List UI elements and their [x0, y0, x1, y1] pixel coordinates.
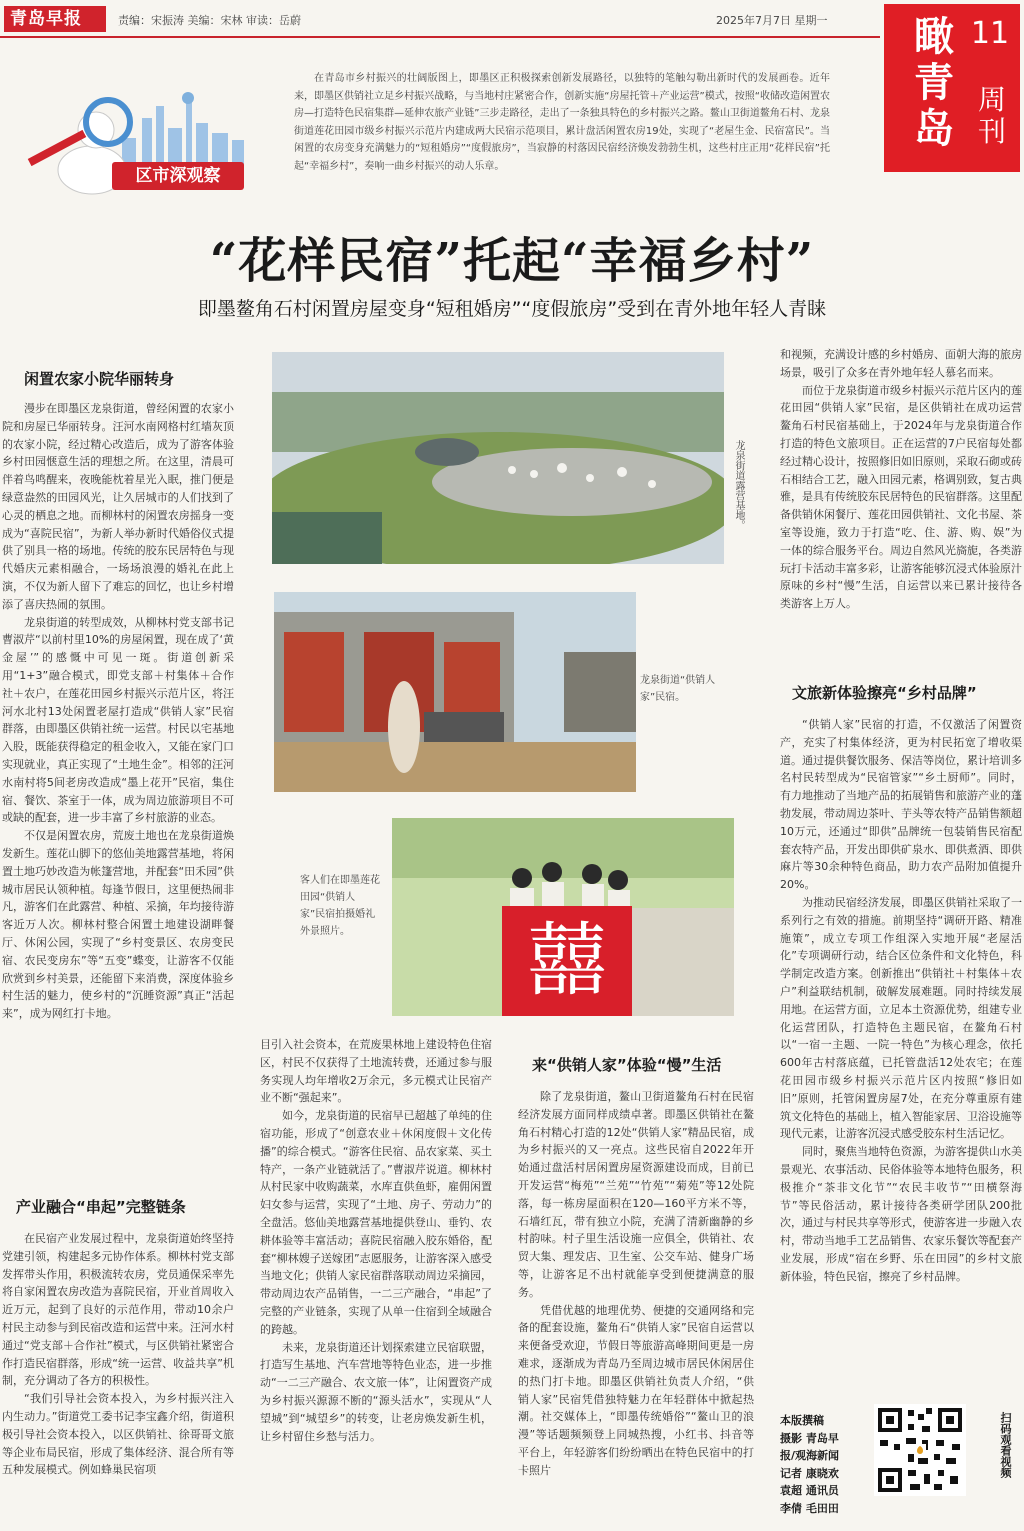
section-title: 瞰青岛: [914, 13, 954, 152]
column-1-part-1: [2, 400, 234, 1178]
svg-text:囍: 囍: [527, 914, 607, 1007]
photo-caption-2: 龙泉街道“供销人家”民宿。: [640, 675, 716, 703]
masthead-rule: [0, 36, 880, 38]
page-number: 11: [970, 16, 1010, 51]
section-banner: [884, 4, 1020, 172]
column-3: [518, 1088, 754, 1528]
qr-caption: 扫码观看视频: [999, 1412, 1012, 1478]
credits-line: 报/观海新闻: [780, 1449, 840, 1462]
wedding-photo: [392, 818, 734, 1016]
column-4-part-1: [780, 346, 1022, 676]
courtyard-image: [274, 592, 636, 792]
column-1-part-2: [2, 1230, 234, 1526]
paragraph: “供销人家”民宿的打造，不仅激活了闲置资产，充实了村集体经济，更为村民拓宽了增收渠道。通过提供餐饮服务、保洁等岗位，累计培训多名村民转型成为“民宿管家”“乡土厨师”。同时，有力地推动了当地产品的拓展销售和旅游产业的蓬勃发展，带动周边茶叶、芋头等农特产品销售额超10万元，还通过“即供”品牌统一包装销售民宿配套农特产品，开发出即供矿泉水、即供煮酒、即供麻片等30余种特色商品，助力农产品附加值提升20%。: [780, 718, 1022, 892]
issue-date: 2025年7月7日 星期一: [716, 14, 828, 27]
wedding-image: [392, 818, 734, 1016]
column-2: [260, 1036, 492, 1528]
paragraph: 凭借优越的地理优势、便捷的交通网络和完备的配套设施，鳌角石“供销人家”民宿自运营以来便备受欢迎，节假日等旅游高峰期间更是一房难求，逐渐成为青岛乃至周边城市居民休闲居住的热门打卡地。即墨区供销社负责人介绍，“供销人家”民宿凭借独特魅力在年轻群体中掀起热潮。社交媒体上，“即墨传统婚俗”“鳌山卫的浪漫”等话题频频登上同城热搜，小红书、抖音等平台上，年轻游客们纷纷晒出在特色民宿中的打卡照片: [518, 1303, 754, 1477]
campsite-image: [272, 352, 724, 564]
section-heading-2: 产业融合“串起”完整链条: [16, 1198, 186, 1216]
paragraph: 不仅是闲置农房，荒废土地也在龙泉街道焕发新生。莲花山脚下的悠仙美地露营基地，将闲置土地巧妙改造为帐篷营地，并配套“田禾园”供城市居民认领种植。每逢节假日，这里便热闹非凡，游客们在此露营、种植、采摘，年均接待游客近万人次。柳林村整合闲置土地建设湖畔餐厅、休闲公园，实现了“乡村变景区、农房变民宿、农民变房东”等“五变”蝶变，让游客不仅能欣赏到乡村美景，还能留下来消费，深度体验乡村生活的魅力，使乡村的“沉睡资源”真正“活起来”，成为网红打卡地。: [2, 829, 234, 1021]
paragraph: 除了龙泉街道，鳌山卫街道鳌角石村在民宿经济发展方面同样成绩卓著。即墨区供销社在鳌角石村精心打造的12处“供销人家”精品民宿，成为乡村振兴的又一亮点。这些民宿自2022年开始通过盘活村居闲置房屋资源建设而成，目前已开发运营“梅苑”“兰苑”“竹苑”“菊苑”等12处院落，每一栋房屋面积在120—160平方米不等，石墙红瓦，带有独立小院，充满了清新幽静的乡村韵味。村子里生活设施一应俱全，供销社、农贸大集、理发店、卫生室、公交车站、健身广场等，让游客足不出村就能享受到便捷满意的服务。: [518, 1090, 754, 1299]
paragraph: 如今，龙泉街道的民宿早已超越了单纯的住宿功能，形成了“创意农业＋休闲度假＋文化传播”的综合模式。“游客住民宿、品农家菜、买土特产，一条产业链就活了。”曹淑芹说道。柳林村从村民家中收购蔬菜，水库直供鱼虾，雇佣闲置妇女参与运营，实现了“土地、房子、劳动力”的全盘活。悠仙美地露营基地提供登山、垂钓、农耕体验等丰富活动；喜院民宿融入胶东婚俗，配套“柳林嫂子送嫁团”志愿服务，让游客深入感受当地文化；供销人家民宿群落联动周边采摘园，带动周边农产品销售，一二三产融合，“串起”了完整的产业链条，实现了从单一住宿到全域融合的跨越。: [260, 1109, 492, 1336]
section-heading-4: 文旅新体验擦亮“乡村品牌”: [792, 684, 977, 702]
article-credits: [780, 1412, 860, 1517]
credits-line: 摄影 青岛早: [780, 1431, 839, 1445]
credits-title: 本版撰稿: [780, 1414, 824, 1427]
paragraph: 在民宿产业发展过程中，龙泉街道始终坚持党建引领，构建起多元协作体系。柳林村党支部发挥带头作用，积极流转农房，党员通保采率先将自家闲置农房改造为喜院民宿，开业首周收入近万元，起到了良好的示范作用，带动10余户村民主动参与到民宿改造和运营中来。汪河水村通过“党支部＋合作社”模式，与区供销社紧密合作打造民宿群落，形成“统一运营、收益共享”机制，充分调动了各方的积极性。: [2, 1232, 234, 1388]
photo-caption-1: 龙泉街道露营基地。: [733, 440, 744, 530]
section-heading-1: 闲置农家小院华丽转身: [24, 370, 175, 388]
paragraph: 漫步在即墨区龙泉街道，曾经闲置的农家小院和房屋已华丽转身。汪河水南网格村红墙灰顶的农家小院，经过精心改造后，成为了游客体验乡村田园惬意生活的理想之所。在这里，清晨可伴着鸟鸣醒来，夜晚能枕着星光入眠，推门便是绿意盎然的田园风光，让久居城市的人们找到了心灵的栖息之地。而柳林村的闲置农房摇身一变成为“喜院民宿”，为新人举办新时代婚俗仪式提供了别具一格的场地。传统的胶东民居特色与现代婚庆元素相融合，一场场浪漫的婚礼在此上演，不仅为新人留下了难忘的回忆，也让乡村增添了喜庆热闹的氛围。: [2, 402, 234, 611]
credits-line: 记者 康晓欢: [780, 1466, 839, 1480]
courtyard-photo: [274, 592, 636, 792]
qr-code-icon: [874, 1404, 966, 1496]
section-heading-3: 来“供销人家”体验“慢”生活: [532, 1056, 722, 1074]
campsite-photo: [272, 352, 724, 564]
intro-paragraph: 在青岛市乡村振兴的壮阔版图上，即墨区正积极探索创新发展路径，以独特的笔触勾勒出新时代的发展画卷。近年来，即墨区供销社立足乡村振兴战略，与当地村庄紧密合作，创新实施“房屋托管＋产业运营”模式，按照“收储改造闲置农房—打造特色民宿集群—延伸农旅产业链”三步走路径，走出了一条独具特色的乡村振兴之路。鳌山卫街道鳌角石村、龙泉街道莲花田园市级乡村振兴示范片内建成两大民宿示范项目，累计盘活闲置农房19处，实现了“老屋生金、民宿富民”。当闲置的农房变身充满魅力的“短租婚房”“度假旅房”，当寂静的村落因民宿经济焕发勃勃生机，这些村庄正用“花样民宿”托起“幸福乡村”，奏响一曲乡村振兴的动人乐章。: [294, 73, 830, 172]
subheadline: 即墨鳌角石村闲置房屋变身“短租婚房”“度假旅房”受到在青外地年轻人青睐: [197, 298, 827, 320]
masthead: [0, 0, 1024, 38]
paragraph: “我们引导社会资本投入，为乡村振兴注入内生动力。”街道党工委书记李宝鑫介绍，街道积极引导社会资本投入，以区供销社、徐哥哥文旅等企业布局民宿，形成了集体经济、混合所有等五种发展模式。例如蜂巢民宿项: [2, 1392, 234, 1477]
credits-line: 袁超 通讯员: [780, 1484, 839, 1497]
paragraph: 龙泉街道的转型成效，从柳林村党支部书记曹淑芹“以前村里10%的房屋闲置，现在成了‘黄金屋’”的感慨中可见一斑。街道创新采用“1+3”融合模式，即党支部＋村集体＋合作社＋农户，在莲花田园乡村振兴示范片区，将汪河水北村13处闲置老屋打造成“供销人家”民宿群落，由即墨区供销社统一运营。村民以宅基地入股，既能获得稳定的租金收入，又能在家门口实现就业，真正实现了“土地生金”。相邻的汪河水南村将5间老房改造成“墨上花开”民宿，集住宿、餐饮、茶室于一体，成为周边旅游项目不可或缺的配套，进一步丰富了乡村旅游的业态。: [2, 615, 234, 825]
headline: “花样民宿”托起“幸福乡村”: [209, 233, 815, 289]
column-4-part-2: [780, 716, 1022, 1402]
paragraph: 和视频，充满设计感的乡村婚房、面朝大海的旅房场景，吸引了众多在青外地年轻人慕名而来。: [780, 348, 1022, 379]
paragraph: 目引入社会资本，在荒废果林地上建设特色住宿区，村民不仅获得了土地流转费，还通过参与服务实现人均年增收2万余元，多元模式让民宿产业不断“强起来”。: [260, 1038, 492, 1105]
photo-caption-3: 客人们在即墨莲花田园“供销人家”民宿拍摄婚礼外景照片。: [300, 875, 380, 937]
weekly-label: 周刊: [977, 83, 1006, 148]
qr-code[interactable]: [874, 1404, 966, 1496]
editor-credits: 责编：宋振涛 美编：宋林 审读：岳蔚: [118, 14, 301, 27]
paragraph: 而位于龙泉街道市级乡村振兴示范片区内的莲花田园“供销人家”民宿，是区供销社在成功运营鳌角石村民宿基础上，于2024年与龙泉街道合作打造的特色文旅项目。正在运营的7户民宿每处都经过精心设计，按照修旧如旧原则，采取石砌或砖石相结合工艺，融入田园元素，格调别致，复古典雅，是具有传统胶东民居特色的民宿群落。这里配备供销休闲餐厅、莲花田园供销社、文化书屋、茶室等设施，致力于打造“吃、住、游、购、娱”为一体的综合服务平台。周边自然风光旖旎，各类游玩打卡活动丰富多彩，让游客能够沉浸式体验原汁原味的乡村“慢”生活，自运营以来已累计接待各类游客上万人。: [780, 383, 1022, 611]
newspaper-logo: 青岛早报: [4, 6, 106, 32]
credits-line: 李倩 毛田田: [780, 1501, 839, 1515]
paragraph: 为推动民宿经济发展，即墨区供销社采取了一系列行之有效的措施。前期坚持“调研开路、精准施策”，成立专项工作组深入实地开展“老屋活化”专项调研行动，结合区位条件和文化特色，科学制定改造方案。创新推出“供销社＋村集体＋农户”利益联结机制，破解发展难题。同时持续发展用地。在运营方面，立足本土资源优势，组建专业化运营团队，打造特色主题民宿，在鳌角石村以“一宿一主题、一院一特色”为核心理念，依托600年古村落底蕴，已托管盘活12处农宅；在莲花田园市级乡村振兴示范片区内按照“修旧如旧”原则，托管闲置房屋7处，在充分尊重原有建筑文化特色的基础上，植入智能家居、卫浴设施等现代元素，让游客沉浸式感受胶东村生活记忆。: [780, 895, 1022, 1141]
paragraph: 同时，聚焦当地特色资源，为游客提供山水美景观光、农事活动、民俗体验等本地特色服务，积极推介“茶非文化节”“农民丰收节”“田横祭海节”等民俗活动，累计接待各类研学团队200批次，通过与村民共享等形式，使游客进一步融入农村，带动当地手工艺品销售、农家乐餐饮等配套产业发展，形成“宿在乡野、乐在田园”的乡村文旅新体验，特色民宿，擦亮了乡村品牌。: [780, 1145, 1022, 1283]
column-badge: 区市深观察: [112, 162, 244, 190]
paragraph: 未来，龙泉街道还计划探索建立民宿联盟，打造写生基地、汽车营地等特色业态，进一步推动“一二三产融合、农文旅一体”，让闲置资产成为乡村振兴源源不断的“源头活水”，实现从“人望城”到“城望乡”的转变，让老房焕发新生机，让乡村留住乡愁与活力。: [260, 1340, 492, 1443]
